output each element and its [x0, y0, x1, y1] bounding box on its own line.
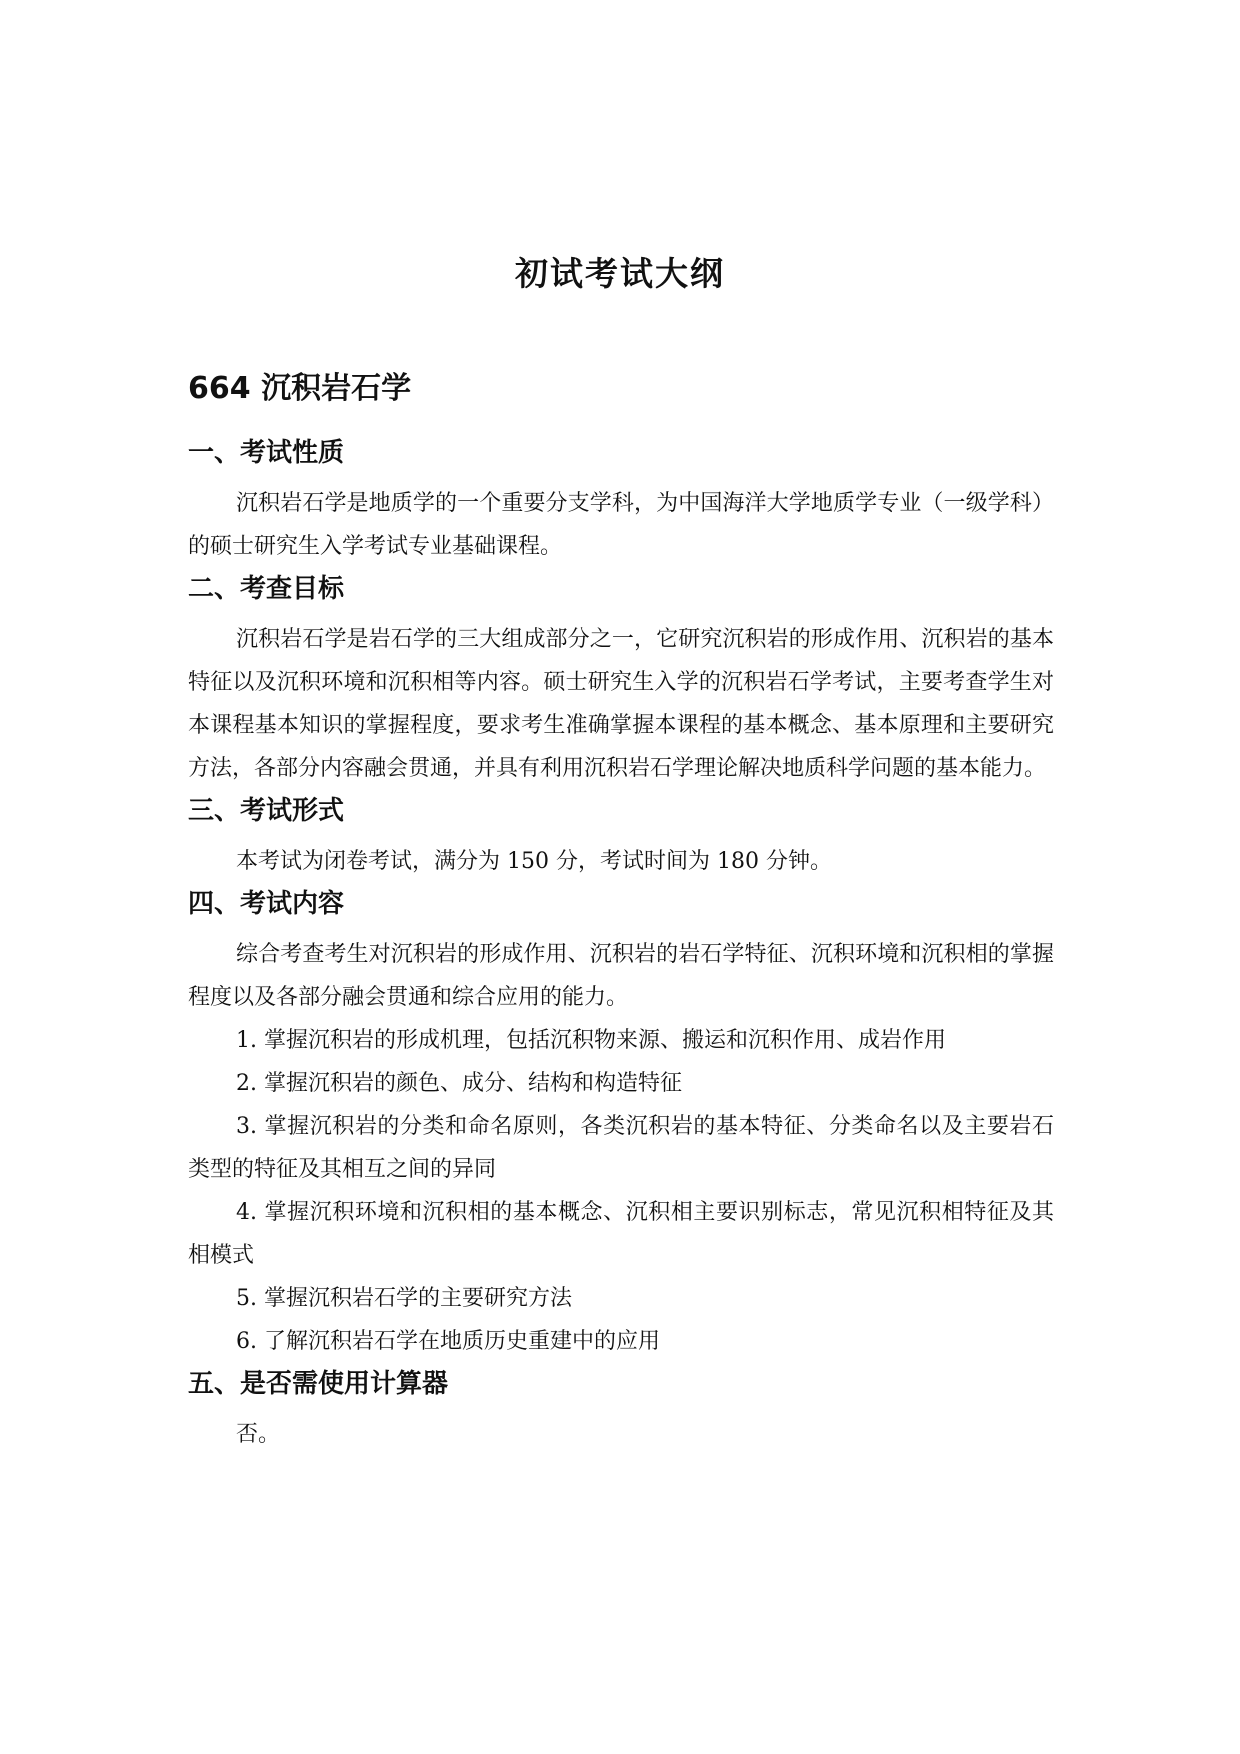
content-list-item: 4. 掌握沉积环境和沉积相的基本概念、沉积相主要识别标志，常见沉积相特征及其相模式 [188, 1200, 1054, 1268]
section-paragraph: 本考试为闭卷考试，满分为 150 分，考试时间为 180 分钟。 [236, 849, 832, 874]
section-calculator [188, 1363, 1054, 1456]
content-list-item: 2. 掌握沉积岩的颜色、成分、结构和构造特征 [236, 1071, 682, 1096]
section-paragraph: 沉积岩石学是岩石学的三大组成部分之一，它研究沉积岩的形成作用、沉积岩的基本特征以及沉积环境和沉积相等内容。硕士研究生入学的沉积岩石学考试，主要考查学生对本课程基本知识的掌握程度，要求考生准确掌握本课程的基本概念、基本原理和主要研究方法，各部分内容融会贯通，并具有利用沉积岩石学理论解决地质科学问题的基本能力。 [188, 627, 1054, 781]
content-list-item: 6. 了解沉积岩石学在地质历史重建中的应用 [236, 1329, 660, 1354]
section-heading: 五、是否需使用计算器 [188, 1369, 449, 1399]
section-paragraph: 沉积岩石学是地质学的一个重要分支学科，为中国海洋大学地质学专业（一级学科）的硕士研究生入学考试专业基础课程。 [188, 491, 1054, 559]
section-heading: 四、考试内容 [188, 889, 345, 919]
section-paragraph: 综合考查考生对沉积岩的形成作用、沉积岩的岩石学特征、沉积环境和沉积相的掌握程度以及各部分融会贯通和综合应用的能力。 [188, 942, 1054, 1010]
content-list-item: 3. 掌握沉积岩的分类和命名原则，各类沉积岩的基本特征、分类命名以及主要岩石类型的特征及其相互之间的异同 [188, 1114, 1054, 1182]
section-objectives [188, 568, 1054, 790]
content-list-item: 5. 掌握沉积岩石学的主要研究方法 [236, 1286, 572, 1311]
section-heading: 三、考试形式 [188, 796, 345, 826]
subject-title: 664 沉积岩石学 [188, 371, 412, 406]
section-content [188, 883, 1054, 1363]
section-heading: 二、考查目标 [188, 574, 345, 604]
document-body [188, 368, 1054, 1456]
document-title: 初试考试大纲 [515, 254, 725, 293]
section-format [188, 790, 1054, 883]
section-heading: 一、考试性质 [188, 438, 345, 468]
content-list-item: 1. 掌握沉积岩的形成机理，包括沉积物来源、搬运和沉积作用、成岩作用 [236, 1028, 946, 1053]
section-paragraph: 否。 [236, 1422, 281, 1447]
section-nature [188, 432, 1054, 568]
